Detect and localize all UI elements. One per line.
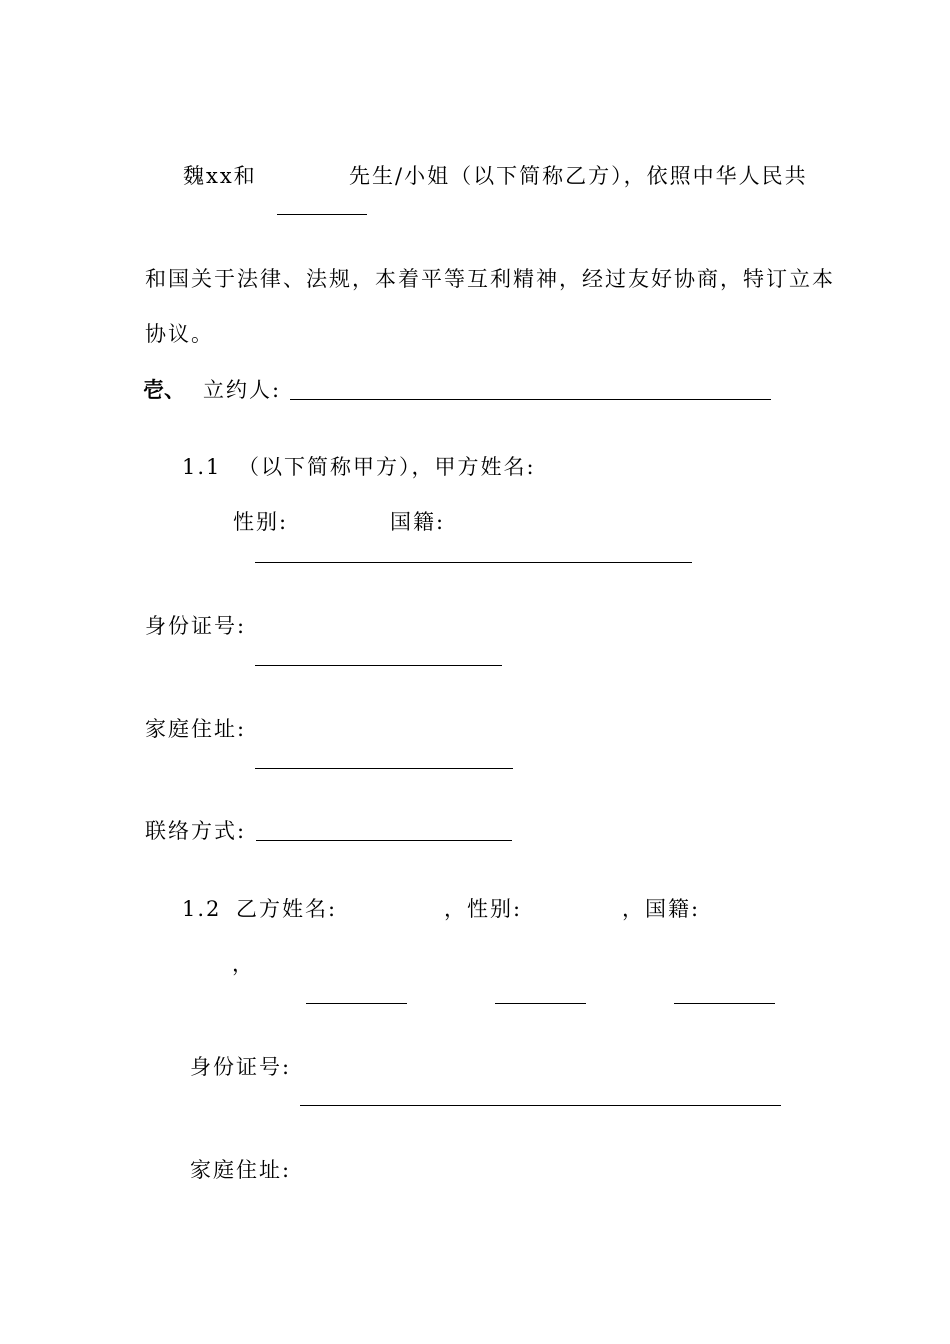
party-b-id-field[interactable]	[300, 1105, 781, 1106]
party-b-name-label: 乙方姓名:	[236, 897, 338, 921]
party-a-contact-label: 联络方式:	[145, 819, 247, 843]
party-a-address-label: 家庭住址:	[145, 717, 247, 741]
party-a-info-field[interactable]	[255, 562, 692, 563]
party-b-intro-text: 先生/小姐（以下简称乙方），依照中华人民共	[349, 164, 808, 188]
contracting-party-field[interactable]	[290, 399, 771, 400]
party-a-name: 魏xx和	[183, 164, 257, 188]
clause-1-2-number: 1.2	[182, 897, 222, 921]
contracting-party-label: 立约人:	[203, 378, 282, 402]
party-a-id-field[interactable]	[255, 665, 502, 666]
party-a-id-label: 身份证号:	[145, 614, 247, 638]
party-b-nationality-field[interactable]	[674, 1003, 775, 1004]
section-number: 壱、	[143, 378, 185, 402]
party-a-gender-label: 性别:	[233, 510, 289, 534]
party-b-comma: ，	[232, 952, 255, 976]
party-a-address-field[interactable]	[255, 768, 513, 769]
party-a-nationality-label: 国籍:	[390, 510, 446, 534]
party-b-address-label: 家庭住址:	[190, 1158, 292, 1182]
clause-1-1-text: （以下简称甲方），甲方姓名:	[238, 455, 536, 479]
party-b-name-field[interactable]	[306, 1003, 407, 1004]
party-b-gender-label: ，性别:	[444, 897, 523, 921]
party-b-gender-field[interactable]	[495, 1003, 586, 1004]
party-b-id-label: 身份证号:	[190, 1055, 292, 1079]
party-a-contact-field[interactable]	[256, 840, 512, 841]
party-b-name-field[interactable]	[277, 214, 367, 215]
intro-line-3: 协议。	[145, 322, 214, 346]
intro-line-2: 和国关于法律、法规，本着平等互利精神，经过友好协商，特订立本	[145, 267, 835, 291]
clause-1-1-number: 1.1	[182, 455, 222, 479]
party-b-nationality-label: ，国籍:	[622, 897, 701, 921]
